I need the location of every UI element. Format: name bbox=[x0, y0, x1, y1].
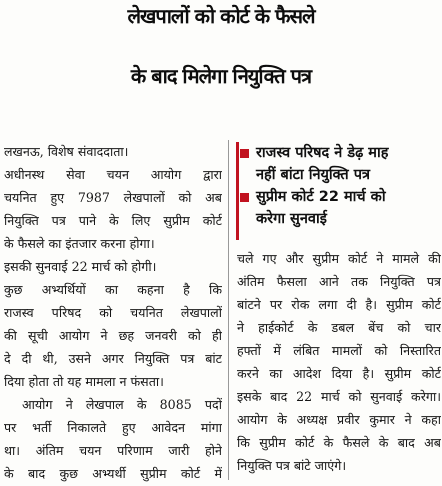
article-line: अधीनस्थ सेवा चयन आयोग द्वारा bbox=[4, 167, 222, 182]
article-line: ने हाईकोर्ट के डबल बेंच को चार bbox=[237, 320, 441, 335]
article-line: करने का आदेश दिया है। सुप्रीम कोर्ट bbox=[237, 366, 441, 381]
article-line: नियुक्ति पत्र पाने के लिए सुप्रीम कोर्ट bbox=[4, 213, 222, 228]
highlights-box bbox=[236, 142, 442, 230]
article-line: की सूची आयोग ने छह जनवरी को ही bbox=[4, 328, 222, 343]
article-line: इसके बाद 22 मार्च को सुनवाई करेगा। bbox=[237, 389, 441, 404]
article-line: हफ्तों में लंबित मामलों को निस्तारित bbox=[237, 343, 441, 358]
highlight-line: राजस्व परिषद ने डेढ़ माह bbox=[256, 145, 389, 161]
highlight-item bbox=[236, 186, 442, 230]
article-right-column bbox=[237, 247, 441, 477]
highlight-line: करेगा सुनवाई bbox=[256, 211, 327, 227]
article-line: था। अंतिम चयन परिणाम जारी होने bbox=[4, 443, 222, 458]
article-line: दे दी थी, उसने अगर नियुक्ति पत्र बांट bbox=[4, 351, 222, 366]
article-line: चले गए और सुप्रीम कोर्ट ने मामले की bbox=[237, 251, 441, 266]
headline-line-1: लेखपालों को कोर्ट के फैसले bbox=[127, 4, 315, 28]
article-line: लखनऊ, विशेष संवाददाता। bbox=[4, 144, 129, 159]
article-line: चयनित हुए 7987 लेखपालों को अब bbox=[4, 190, 222, 205]
headline-line-2: के बाद मिलेगा नियुक्ति पत्र bbox=[130, 64, 312, 88]
article-line: राजस्व परिषद को चयनित लेखपालों bbox=[4, 305, 222, 320]
article-left-column bbox=[4, 140, 222, 485]
article-line: आयोग के अध्यक्ष प्रवीर कुमार ने कहा bbox=[237, 412, 441, 427]
article-line: पर भर्ती निकालते हुए आवेदन मांगा bbox=[4, 420, 222, 435]
square-bullet-icon bbox=[240, 193, 249, 202]
article-line: बांटने पर रोक लगा दी है। सुप्रीम कोर्ट bbox=[237, 297, 441, 312]
article-line: के फैसले का इंतजार करना होगा। bbox=[4, 236, 155, 251]
highlight-item bbox=[236, 142, 442, 186]
article-line: दिया होता तो यह मामला न फंसता। bbox=[4, 374, 164, 389]
highlight-line: नहीं बांटा नियुक्ति पत्र bbox=[256, 167, 370, 183]
article-line: कुछ अभ्यर्थियों का कहना है कि bbox=[4, 282, 222, 297]
article-line: के बाद कुछ अभ्यर्थी सुप्रीम कोर्ट में bbox=[4, 466, 222, 481]
article-line: कि सुप्रीम कोर्ट के फैसले के बाद अब bbox=[237, 435, 441, 450]
article-line: अंतिम फैसला आने तक नियुक्ति पत्र bbox=[237, 274, 441, 289]
square-bullet-icon bbox=[240, 149, 249, 158]
article-line: इसकी सुनवाई 22 मार्च को होगी। bbox=[4, 259, 157, 274]
article-line: आयोग ने लेखपाल के 8085 पदों bbox=[22, 397, 222, 412]
column-divider bbox=[228, 140, 229, 480]
highlight-line: सुप्रीम कोर्ट 22 मार्च को bbox=[256, 189, 386, 205]
article-line: नियुक्ति पत्र बांटे जाएंगे। bbox=[237, 458, 347, 473]
